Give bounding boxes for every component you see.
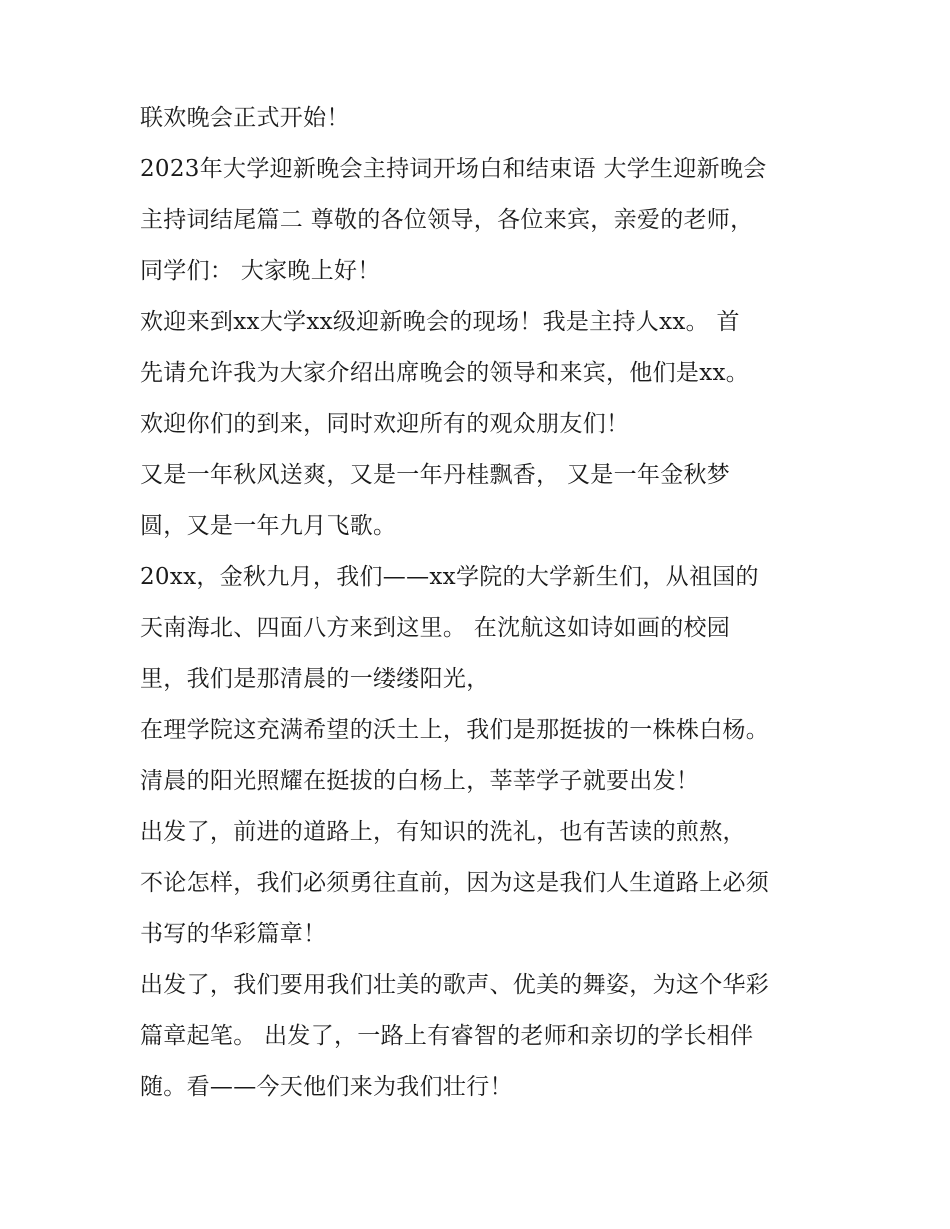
text-line-11: 天南海北、四面八方来到这里。 在沈航这如诗如画的校园 <box>140 615 731 641</box>
text-line-9: 圆，又是一年九月飞歌。 <box>140 513 397 539</box>
text-line-15: 出发了，前进的道路上，有知识的洗礼，也有苦读的煎熬， <box>140 819 746 845</box>
text-line-4: 同学们： 大家晚上好！ <box>140 258 381 284</box>
text-line-18: 出发了，我们要用我们壮美的歌声、优美的舞姿，为这个华彩 <box>140 972 770 998</box>
text-line-3: 主持词结尾篇二 尊敬的各位领导，各位来宾，亲爱的老师， <box>140 207 754 233</box>
text-line-10: 20xx，金秋九月，我们——xx学院的大学新生们，从祖国的 <box>140 564 759 590</box>
text-line-13: 在理学院这充满希望的沃土上，我们是那挺拔的一株株白杨。 <box>140 717 770 743</box>
text-line-2: 2023年大学迎新晚会主持词开场白和结束语 大学生迎新晚会 <box>140 156 767 182</box>
text-line-19: 篇章起笔。 出发了，一路上有睿智的老师和亲切的学长相伴 <box>140 1023 754 1049</box>
text-line-5: 欢迎来到xx大学xx级迎新晚会的现场！我是主持人xx。 首 <box>140 309 740 335</box>
text-line-12: 里，我们是那清晨的一缕缕阳光， <box>140 666 490 692</box>
text-line-20: 随。看——今天他们来为我们壮行！ <box>140 1074 513 1100</box>
text-line-8: 又是一年秋风送爽，又是一年丹桂飘香， 又是一年金秋梦 <box>140 462 731 488</box>
text-line-1: 联欢晚会正式开始！ <box>140 105 350 131</box>
text-line-16: 不论怎样，我们必须勇往直前，因为这是我们人生道路上必须 <box>140 870 770 896</box>
document-body <box>140 106 830 1126</box>
text-line-14: 清晨的阳光照耀在挺拔的白杨上，莘莘学子就要出发！ <box>140 768 700 794</box>
text-line-6: 先请允许我为大家介绍出席晚会的领导和来宾，他们是xx。 <box>140 360 750 386</box>
text-line-7: 欢迎你们的到来，同时欢迎所有的观众朋友们！ <box>140 411 630 437</box>
text-line-17: 书写的华彩篇章！ <box>140 921 327 947</box>
